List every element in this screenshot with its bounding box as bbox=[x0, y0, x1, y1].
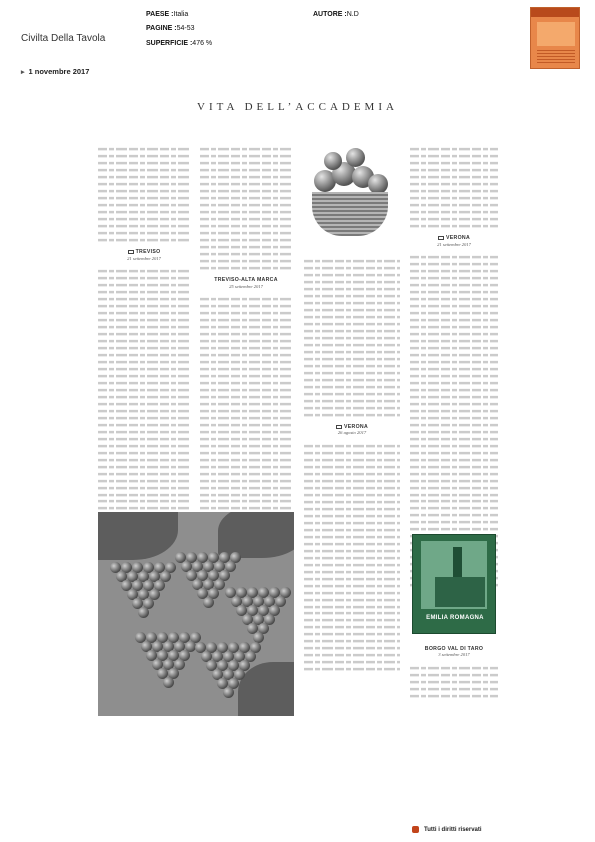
column-4b bbox=[410, 640, 498, 700]
col3-text-a bbox=[304, 258, 400, 418]
meta-paese bbox=[146, 11, 188, 18]
meta-pagine bbox=[146, 25, 195, 32]
thumbnail-block bbox=[537, 22, 575, 46]
grape-berry bbox=[223, 687, 234, 698]
copyright-icon bbox=[412, 826, 419, 833]
arrow-icon: ▸ bbox=[21, 69, 25, 76]
meta-superficie bbox=[146, 40, 212, 47]
region-banner bbox=[412, 534, 496, 634]
basket bbox=[312, 192, 388, 236]
grapes-photo bbox=[98, 512, 294, 716]
article-place-verona-1-text: VERONA bbox=[344, 424, 368, 431]
place-marker-icon bbox=[128, 250, 134, 254]
footer-rights bbox=[412, 826, 482, 833]
meta-autore-value: N.D bbox=[346, 11, 359, 18]
article-date-borgo-val-di-taro: 3 settembre 2017 bbox=[438, 652, 470, 658]
article-date-verona-1: 26 agosto 2017 bbox=[337, 430, 367, 436]
col4-text-a bbox=[410, 146, 498, 229]
column-1 bbox=[98, 146, 190, 526]
meta-autore-label: AUTORE : bbox=[313, 11, 347, 18]
col3-text-b bbox=[304, 443, 400, 673]
article-date-treviso-alta-marca: 25 settembre 2017 bbox=[229, 283, 263, 289]
meta-autore bbox=[313, 11, 359, 18]
grape-berry bbox=[163, 677, 174, 688]
col4b-text bbox=[410, 665, 498, 699]
place-marker-icon bbox=[438, 236, 444, 240]
fruit-basket-photo bbox=[298, 140, 402, 254]
meta-pagine-label: PAGINE : bbox=[146, 25, 177, 32]
column-3 bbox=[304, 258, 400, 673]
region-banner-illustration bbox=[421, 541, 487, 609]
meta-paese-value: Italia bbox=[173, 11, 189, 18]
publication-date-text: 1 novembre 2017 bbox=[28, 67, 90, 76]
section-title: VITA DELL’ACCADEMIA bbox=[197, 101, 398, 113]
col1-text-b bbox=[98, 268, 190, 526]
region-banner-label: EMILIA ROMAGNA bbox=[426, 615, 484, 621]
building-icon bbox=[435, 577, 485, 607]
meta-pagine-value: 54-53 bbox=[176, 25, 195, 32]
meta-paese-label: PAESE : bbox=[146, 11, 174, 18]
publication-name: Civilta Della Tavola bbox=[21, 33, 106, 44]
article-place-treviso-alta-marca: TREVISO-ALTA MARCA bbox=[214, 277, 278, 284]
col2-text-b bbox=[200, 296, 292, 533]
col2-text-a bbox=[200, 146, 292, 271]
column-2 bbox=[200, 146, 292, 533]
footer-rights-text: Tutti i diritti riservati bbox=[424, 827, 482, 834]
page-thumbnail[interactable] bbox=[530, 7, 580, 69]
place-marker-icon bbox=[336, 425, 342, 429]
article-date-verona-2: 21 settembre 2017 bbox=[437, 241, 471, 247]
thumbnail-band bbox=[531, 8, 579, 17]
thumbnail-lines bbox=[537, 50, 575, 64]
meta-superficie-label: SUPERFICIE : bbox=[146, 40, 193, 47]
meta-superficie-value: 476 % bbox=[192, 40, 213, 47]
col1-text-a bbox=[98, 146, 190, 243]
publication-date bbox=[21, 67, 89, 76]
article-place-verona-2-text: VERONA bbox=[446, 235, 470, 242]
grape-berry bbox=[138, 607, 149, 618]
article-place-treviso-text: TREVISO bbox=[135, 249, 161, 256]
article-place-borgo-val-di-taro: BORGO VAL DI TARO bbox=[424, 646, 484, 652]
column-4 bbox=[410, 146, 498, 589]
grape-berry bbox=[203, 597, 214, 608]
article-date-treviso: 21 settembre 2017 bbox=[127, 255, 161, 261]
